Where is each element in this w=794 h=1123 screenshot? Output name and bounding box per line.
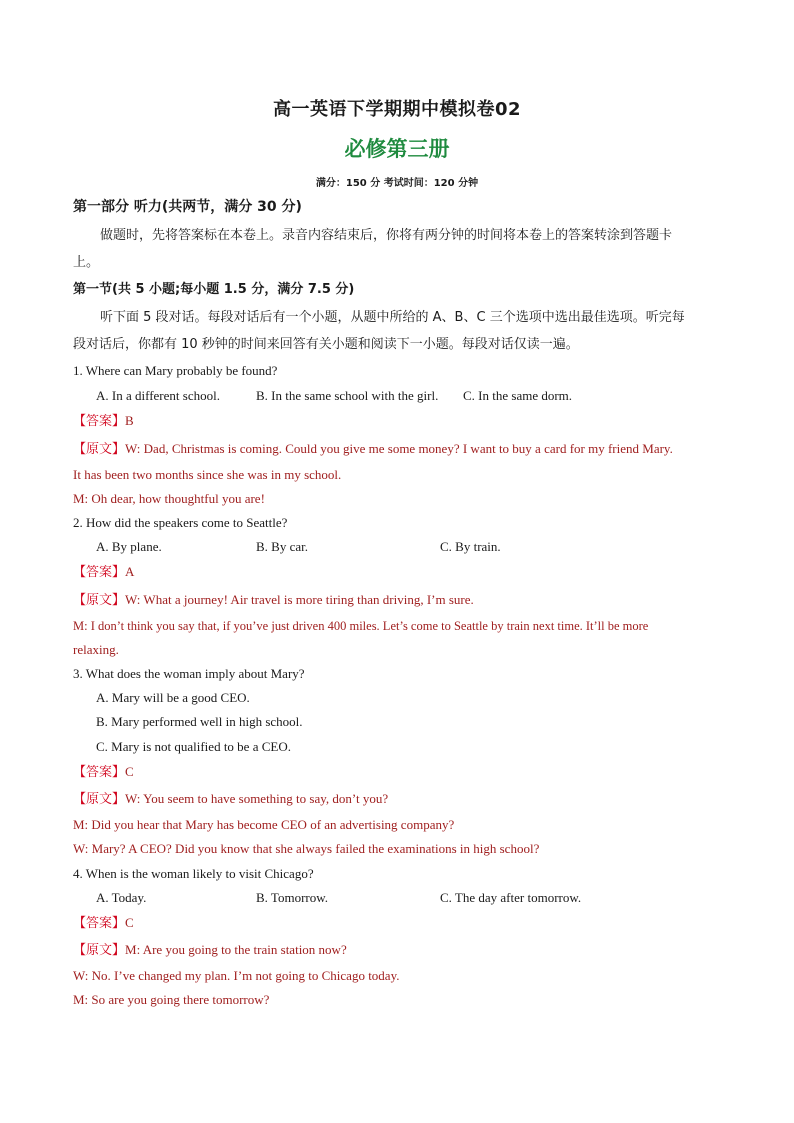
option-b: B. Tomorrow. — [256, 890, 329, 905]
section1-heading: 第一节(共 5 小题;每小题 1.5 分，满分 7.5 分) — [73, 282, 355, 297]
transcript-row — [73, 440, 673, 459]
transcript-line: It has been two months since she was in my school. — [73, 467, 342, 482]
transcript-line: M: I don’t think you say that, if you’ve just driven 400 miles. Let’s come to Seattle by train next time. It’ll be more — [73, 619, 649, 633]
option-c: C. By train. — [440, 539, 501, 554]
exam-meta: 满分：150 分 考试时间：120 分钟 — [315, 178, 479, 189]
exam-subtitle: 必修第三册 — [344, 137, 450, 161]
part1-instruction-line2: 上。 — [73, 255, 100, 270]
answer-row — [73, 563, 134, 582]
transcript-row — [73, 790, 388, 809]
answer-row — [73, 412, 134, 431]
transcript-line: M: Oh dear, how thoughtful you are! — [73, 491, 265, 506]
transcript-row — [73, 941, 347, 960]
part1-heading: 第一部分 听力(共两节，满分 30 分) — [73, 199, 302, 215]
transcript-line: M: So are you going there tomorrow? — [73, 992, 270, 1007]
option-a: A. In a different school. — [96, 388, 220, 403]
transcript-line: relaxing. — [73, 642, 119, 657]
option-a: A. Mary will be a good CEO. — [96, 690, 250, 705]
answer-value: B — [125, 413, 134, 428]
answer-label: 【答案】 — [73, 565, 126, 580]
transcript-row — [73, 591, 474, 610]
transcript-label: 【原文】 — [73, 442, 126, 457]
transcript-line: W: No. I’ve changed my plan. I’m not going to Chicago today. — [73, 968, 400, 983]
option-c: C. In the same dorm. — [463, 388, 573, 403]
exam-title: 高一英语下学期期中模拟卷02 — [272, 99, 522, 120]
question-stem: 3. What does the woman imply about Mary? — [73, 666, 305, 681]
transcript-label: 【原文】 — [73, 792, 126, 807]
option-b: B. Mary performed well in high school. — [96, 714, 303, 729]
option-a: A. By plane. — [96, 539, 162, 554]
transcript-label: 【原文】 — [73, 943, 126, 958]
transcript-line: M: Are you going to the train station now? — [125, 942, 347, 957]
question-stem: 2. How did the speakers come to Seattle? — [73, 515, 288, 530]
transcript-label: 【原文】 — [73, 593, 126, 608]
answer-label: 【答案】 — [73, 916, 126, 931]
answer-row — [73, 914, 134, 933]
answer-label: 【答案】 — [73, 414, 126, 429]
answer-label: 【答案】 — [73, 765, 126, 780]
transcript-line: M: Did you hear that Mary has become CEO of an advertising company? — [73, 817, 455, 832]
transcript-line: W: What a journey! Air travel is more tiring than driving, I’m sure. — [125, 592, 474, 607]
option-c: C. The day after tomorrow. — [440, 890, 582, 905]
answer-value: C — [125, 764, 134, 779]
answer-value: C — [125, 915, 134, 930]
answer-value: A — [125, 564, 135, 579]
transcript-line: W: You seem to have something to say, don’t you? — [125, 791, 389, 806]
part1-instruction-line1: 做题时，先将答案标在本卷上。录音内容结束后，你将有两分钟的时间将本卷上的答案转涂到答题卡 — [100, 228, 673, 243]
option-c: C. Mary is not qualified to be a CEO. — [96, 739, 291, 754]
option-a: A. Today. — [96, 890, 147, 905]
transcript-line: W: Dad, Christmas is coming. Could you give me some money? I want to buy a card for my friend Mary. — [125, 441, 673, 456]
question-stem: 1. Where can Mary probably be found? — [73, 363, 278, 378]
transcript-line: W: Mary? A CEO? Did you know that she always failed the examinations in high school? — [73, 841, 540, 856]
option-b: B. In the same school with the girl. — [256, 388, 439, 403]
option-b: B. By car. — [256, 539, 308, 554]
section1-line1: 听下面 5 段对话。每段对话后有一个小题，从题中所给的 A、B、C 三个选项中选出最佳选项。听完每 — [100, 310, 685, 325]
section1-line2: 段对话后，你都有 10 秒钟的时间来回答有关小题和阅读下一小题。每段对话仅读一遍。 — [73, 337, 579, 352]
answer-row — [73, 763, 134, 782]
question-stem: 4. When is the woman likely to visit Chicago? — [73, 866, 314, 881]
